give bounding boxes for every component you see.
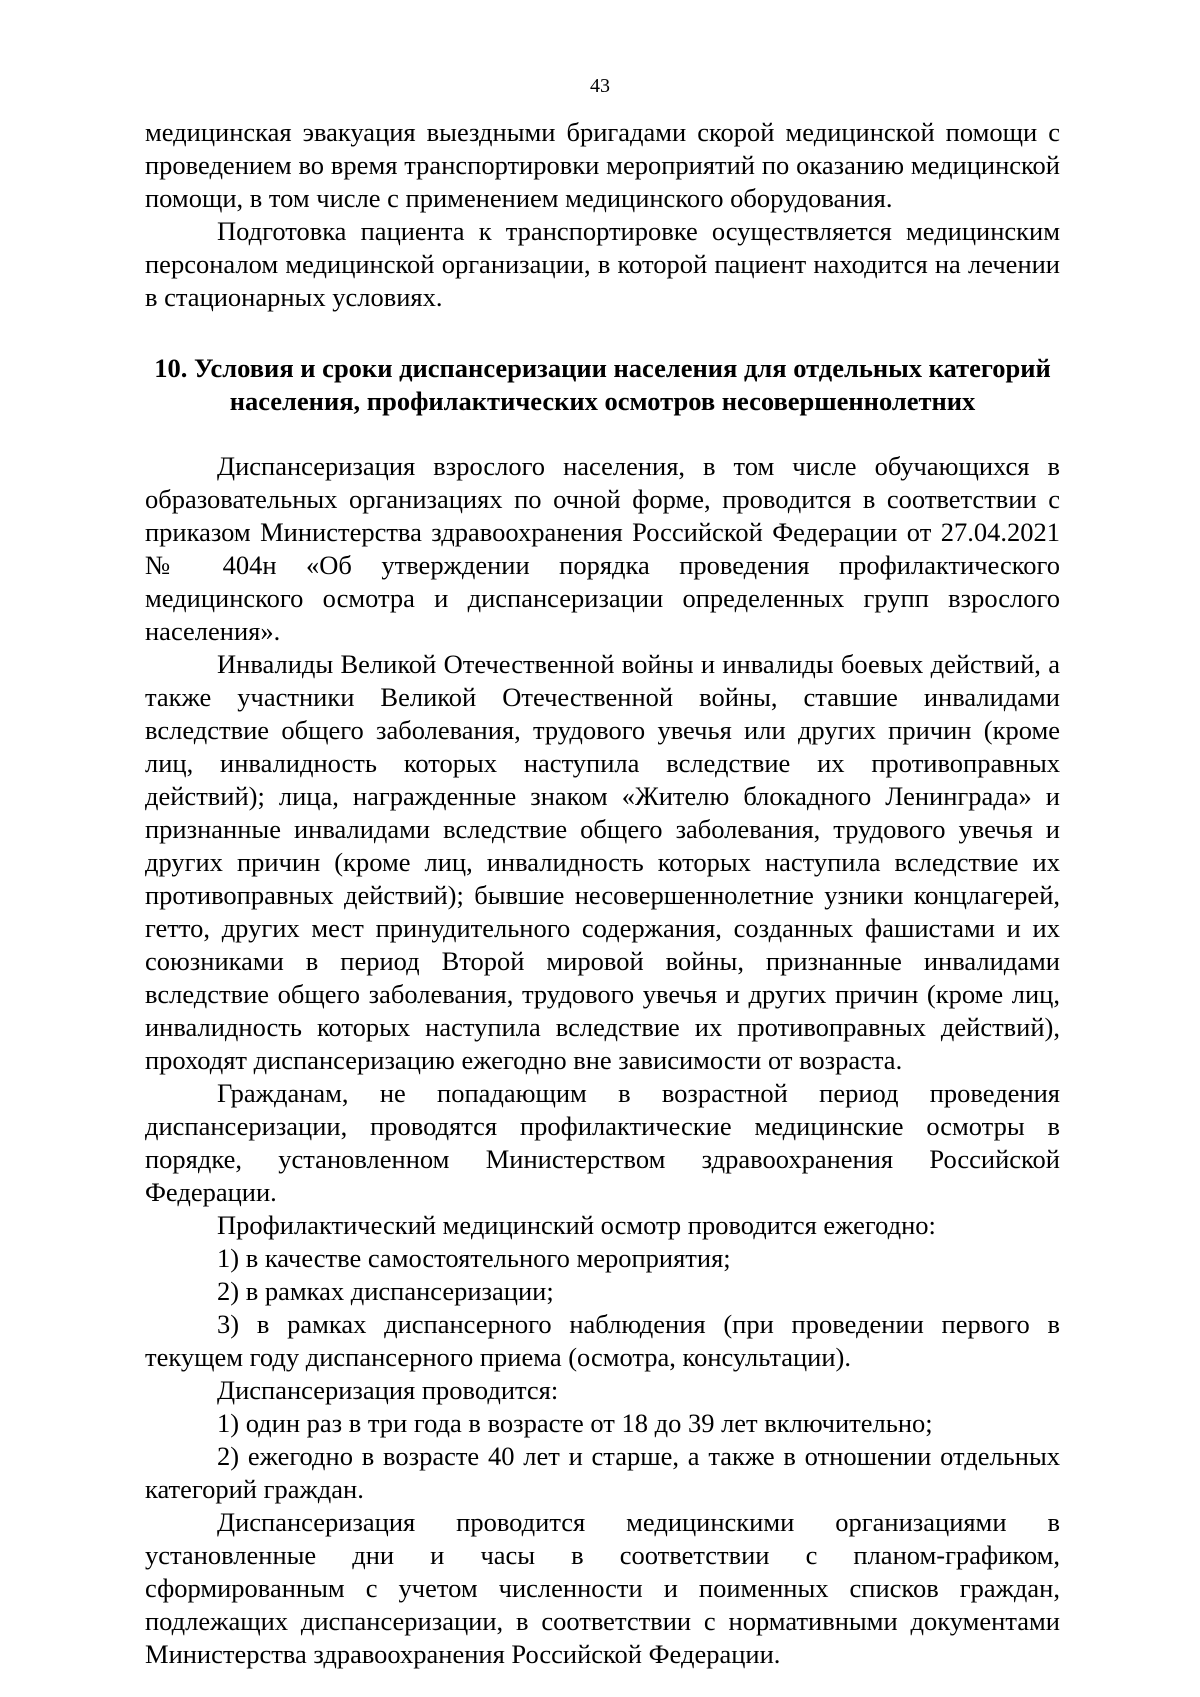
- paragraph-dispensarization-conducted: Диспансеризация проводится:: [217, 1375, 559, 1405]
- list-item-schedule-2: 2) ежегодно в возрасте 40 лет и старше, а также в отношении отдельных категорий граждан.: [145, 1441, 1060, 1504]
- page-number: 43: [590, 75, 610, 97]
- document-body: [145, 116, 1060, 1671]
- section-heading: [145, 352, 1060, 418]
- paragraph-adult-dispensarization: Диспансеризация взрослого населения, в том числе обучающихся в образовательных организациях по очной форме, проводится в соответствии с приказом Министерства здравоохранения Российской Федерации от 27.04.2021 № 404н «Об утверждении порядка проведения профилактического медицинского осмотра и диспансеризации определенных групп взрослого населения».: [145, 451, 1060, 646]
- paragraph-patient-preparation: Подготовка пациента к транспортировке осуществляется медицинским персоналом медицинской организации, в которой пациент находится на лечении в стационарных условиях.: [145, 216, 1060, 312]
- paragraph-organizations: Диспансеризация проводится медицинскими организациями в установленные дни и часы в соответствии с планом-графиком, сформированным с учетом численности и поименных списков граждан, подлежащих диспансеризации, в соответствии с нормативными документами Министерства здравоохранения Российской Федерации.: [145, 1507, 1060, 1669]
- list-item-exam-2: 2) в рамках диспансеризации;: [217, 1276, 554, 1306]
- section-heading-line-1: 10. Условия и сроки диспансеризации населения для отдельных категорий: [154, 353, 1051, 383]
- section-heading-line-2: населения, профилактических осмотров несовершеннолетних: [229, 386, 976, 416]
- paragraph-exam-annually: Профилактический медицинский осмотр проводится ежегодно:: [217, 1210, 936, 1240]
- list-item-exam-1: 1) в качестве самостоятельного мероприятия;: [217, 1243, 731, 1273]
- paragraph-evacuation: медицинская эвакуация выездными бригадами скорой медицинской помощи с проведением во время транспортировки мероприятий по оказанию медицинской помощи, в том числе с применением медицинского оборудования.: [145, 117, 1060, 213]
- paragraph-preventive-exams: Гражданам, не попадающим в возрастной период проведения диспансеризации, проводятся профилактические медицинские осмотры в порядке, установленном Министерством здравоохранения Российской Федерации.: [145, 1078, 1060, 1207]
- list-item-schedule-1: 1) один раз в три года в возрасте от 18 до 39 лет включительно;: [217, 1408, 933, 1438]
- paragraph-invalids-annual: Инвалиды Великой Отечественной войны и инвалиды боевых действий, а также участники Великой Отечественной войны, ставшие инвалидами вследствие общего заболевания, трудового увечья или других причин (кроме лиц, инвалидность которых наступила вследствие их противоправных действий); лица, награжденные знаком «Жителю блокадного Ленинграда» и признанные инвалидами вследствие общего заболевания, трудового увечья и других причин (кроме лиц, инвалидность которых наступила вследствие их противоправных действий); бывшие несовершеннолетние узники концлагерей, гетто, других мест принудительного содержания, созданных фашистами и их союзниками в период Второй мировой войны, признанные инвалидами вследствие общего заболевания, трудового увечья и других причин (кроме лиц, инвалидность которых наступила вследствие их противоправных действий), проходят диспансеризацию ежегодно вне зависимости от возраста.: [145, 649, 1060, 1075]
- list-item-exam-3: 3) в рамках диспансерного наблюдения (при проведении первого в текущем году диспансерного приема (осмотра, консультации).: [145, 1309, 1060, 1372]
